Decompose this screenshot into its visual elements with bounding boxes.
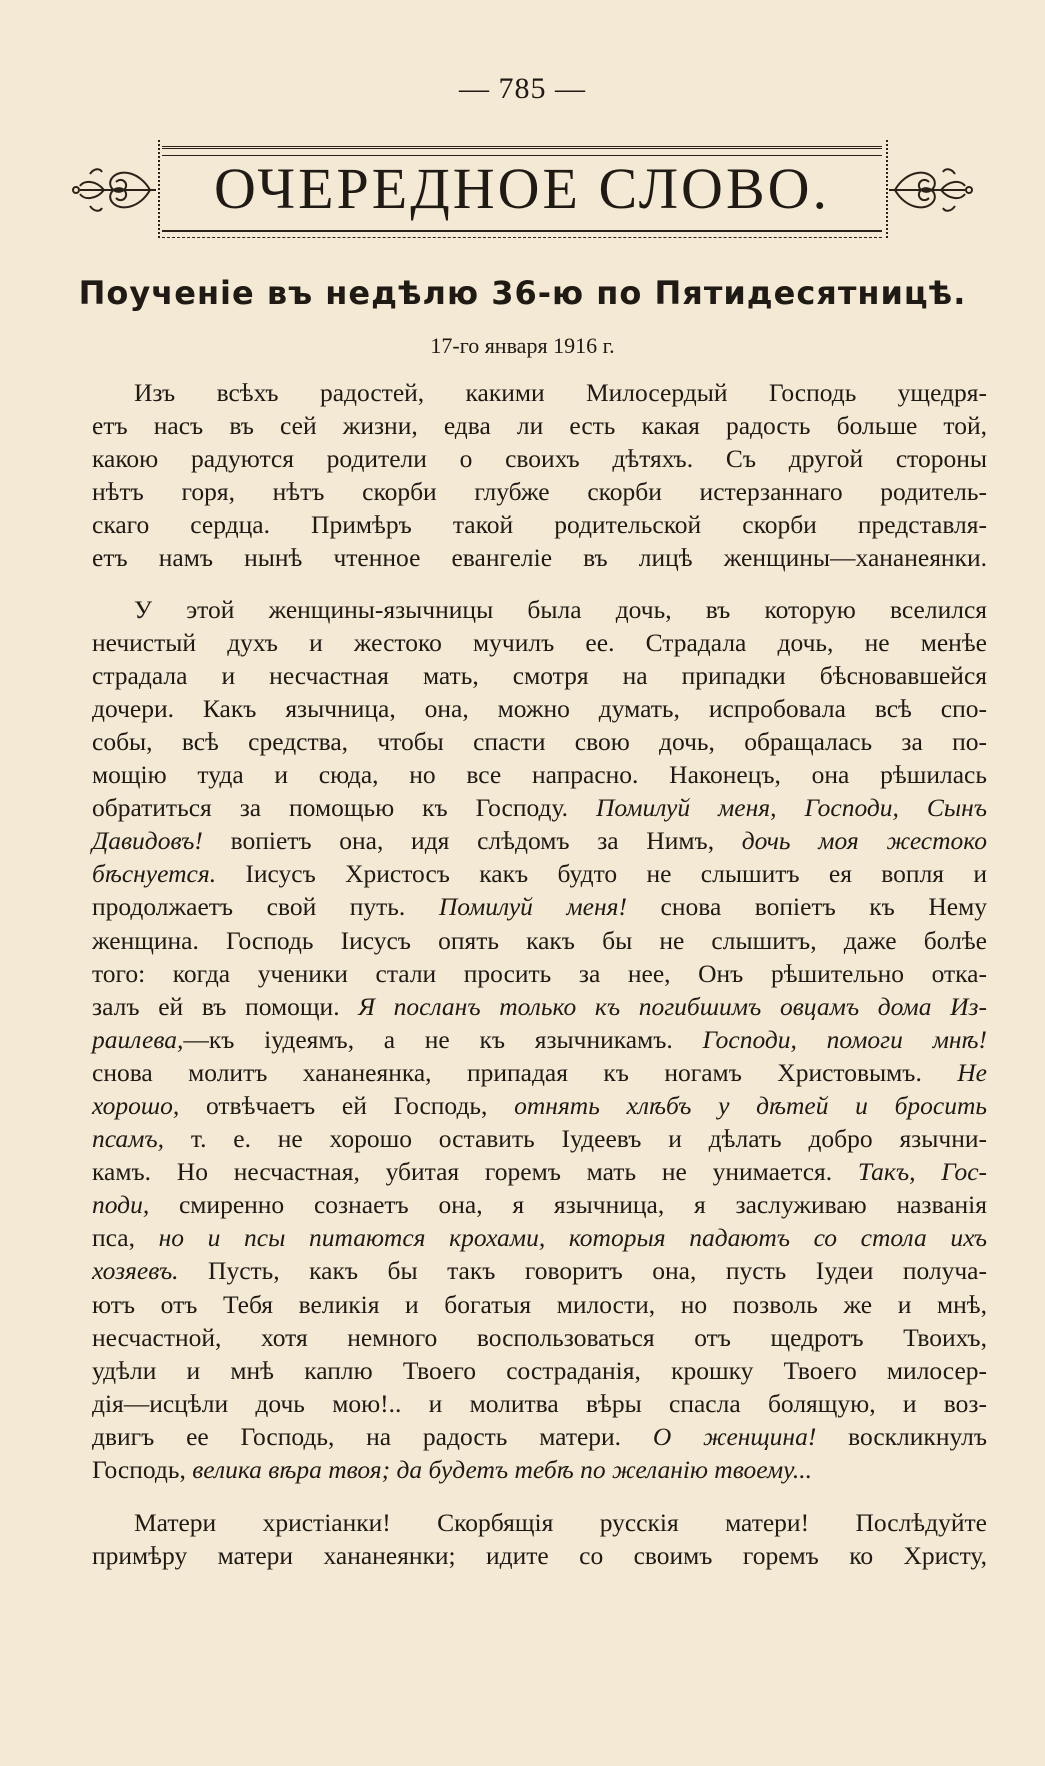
section-title: ОЧЕРЕДНОЕ СЛОВО. — [213, 156, 831, 221]
text-line: Изъ всѣхъ радостей, какими Милосердый Господь ущедря- — [134, 378, 987, 407]
text-line: Давидовъ! вопіетъ она, идя слѣдомъ за Нимъ, дочь моя жестоко — [92, 826, 987, 856]
scripture-quote: дочь моя жестоко — [741, 826, 987, 856]
text-line: псамъ, т. е. не хорошо оставить Іудеевъ и дѣлать добро язычни- — [92, 1124, 987, 1154]
text-line: пса, но и псы питаются крохами, которыя падаютъ со стола ихъ — [92, 1223, 987, 1253]
text-line: хозяевъ. Пусть, какъ бы такъ говоритъ она, пусть Іудеи получа- — [92, 1256, 987, 1286]
text-line: етъ намъ нынѣ чтенное евангеліе въ лицѣ женщины—хананеянки. — [92, 543, 987, 573]
scripture-quote: раилева, — [92, 1024, 184, 1054]
text-line: дочери. Какъ язычница, она, можно думать, испробовала всѣ спо- — [92, 693, 987, 723]
text-line: Матери христіанки! Скорбящія русскія матери! Послѣдуйте — [134, 1508, 987, 1538]
text-line: обратиться за помощью къ Господу. Помилуй меня, Господи, Сынъ — [92, 793, 987, 823]
scripture-quote: отнять хлѣбъ у дѣтей и бросить — [514, 1090, 988, 1120]
text-line: женщина. Господь Іисусъ опять какъ бы не слышитъ, даже болѣе — [92, 925, 987, 955]
scripture-quote: Помилуй меня! — [438, 892, 627, 922]
scripture-quote: Давидовъ! — [92, 826, 203, 856]
scripture-quote: поди, — [92, 1190, 150, 1220]
text-line: дія—исцѣли дочь мою!.. и молитва вѣры спасла болящую, и воз- — [92, 1388, 987, 1418]
text-line: камъ. Но несчастная, убитая горемъ мать не унимается. Такъ, Гос- — [92, 1157, 987, 1187]
text-line: примѣру матери хананеянки; идите со своимъ горемъ ко Христу, — [92, 1541, 987, 1571]
text-line: нѣтъ горя, нѣтъ скорби глубже скорби истерзаннаго родитель- — [92, 477, 987, 507]
text-line: мощію туда и сюда, но все напрасно. Наконецъ, она рѣшилась — [92, 760, 987, 790]
text-line: несчастной, хотя немного воспользоваться отъ щедротъ Твоихъ, — [92, 1322, 987, 1352]
text-line: собы, всѣ средства, чтобы спасти свою дочь, обращалась за по- — [92, 726, 987, 756]
text-line: раилева,—къ іудеямъ, а не къ язычникамъ. Господи, помоги мнѣ! — [92, 1024, 987, 1054]
text-line: поди, смиренно сознаетъ она, я язычница, я заслуживаю названія — [92, 1190, 987, 1220]
scripture-quote: псамъ, — [92, 1124, 165, 1154]
scroll-ornament-right-icon — [885, 150, 975, 230]
text-line: того: когда ученики стали просить за нее, Онъ рѣшительно отка- — [92, 958, 987, 988]
scripture-quote: Помилуй меня, Господи, Сынъ — [596, 793, 987, 823]
text-line: снова молитъ хананеянка, припадая къ ногамъ Христовымъ. Не — [92, 1057, 987, 1087]
page-number: — 785 — — [459, 72, 586, 105]
article-body — [92, 376, 987, 1572]
sermon-title: Поученіе въ недѣлю 36-ю по Пятидесятницѣ. — [78, 274, 967, 312]
text-line: скаго сердца. Примѣръ такой родительской скорби представля- — [92, 510, 987, 540]
scripture-quote: велика вѣра твоя; да будетъ тебѣ по желанію твоему... — [192, 1455, 812, 1484]
scripture-quote: но и псы питаются крохами, которыя падаютъ со стола ихъ — [158, 1223, 987, 1253]
scripture-quote: хозяевъ. — [92, 1256, 179, 1286]
scripture-quote: Я посланъ только къ погибшимъ овцамъ дома Из- — [358, 991, 987, 1021]
section-heading — [70, 136, 975, 244]
text-line: етъ насъ въ сей жизни, едва ли есть какая радость больше той, — [92, 411, 987, 441]
text-line: бѣснуется. Іисусъ Христосъ какъ будто не слышитъ ея вопля и — [92, 859, 987, 889]
text-line: удѣли и мнѣ каплю Твоего состраданія, крошку Твоего милосер- — [92, 1355, 987, 1385]
scripture-quote: Господи, помоги мнѣ! — [702, 1024, 987, 1054]
scroll-ornament-left-icon — [70, 150, 160, 230]
text-line: продолжаетъ свой путь. Помилуй меня! снова вопіетъ къ Нему — [92, 892, 988, 922]
text-line: залъ ей въ помощи. Я посланъ только къ погибшимъ овцамъ дома Из- — [92, 991, 987, 1021]
sermon-date: 17-го января 1916 г. — [430, 333, 615, 358]
scripture-quote: хорошо, — [92, 1090, 180, 1120]
scripture-quote: Такъ, Гос- — [857, 1157, 987, 1187]
text-line: двигъ ее Господь, на радость матери. О женщина! воскликнулъ — [92, 1421, 988, 1451]
scripture-quote: О женщина! — [652, 1421, 817, 1451]
text-line: У этой женщины-язычницы была дочь, въ которую вселился — [134, 594, 987, 624]
text-line: ютъ отъ Тебя великія и богатыя милости, но позволь же и мнѣ, — [92, 1289, 987, 1319]
text-line: хорошо, отвѣчаетъ ей Господь, отнять хлѣбъ у дѣтей и бросить — [92, 1090, 988, 1120]
text-line: Господь, велика вѣра твоя; да будетъ тебѣ по желанію твоему... — [92, 1455, 812, 1484]
scripture-quote: бѣснуется. — [92, 859, 217, 889]
paragraph-3 — [92, 1506, 987, 1572]
paragraph-1 — [92, 376, 987, 575]
paragraph-2 — [92, 593, 987, 1487]
text-line: нечистый духъ и жестоко мучилъ ее. Страдала дочь, не менѣе — [92, 627, 987, 657]
text-line: страдала и несчастная мать, смотря на припадки бѣсновавшейся — [92, 660, 987, 690]
frame-left-rule — [158, 140, 160, 238]
scripture-quote: Не — [957, 1057, 987, 1087]
text-line: какою радуются родители о своихъ дѣтяхъ. Съ другой стороны — [92, 444, 987, 474]
